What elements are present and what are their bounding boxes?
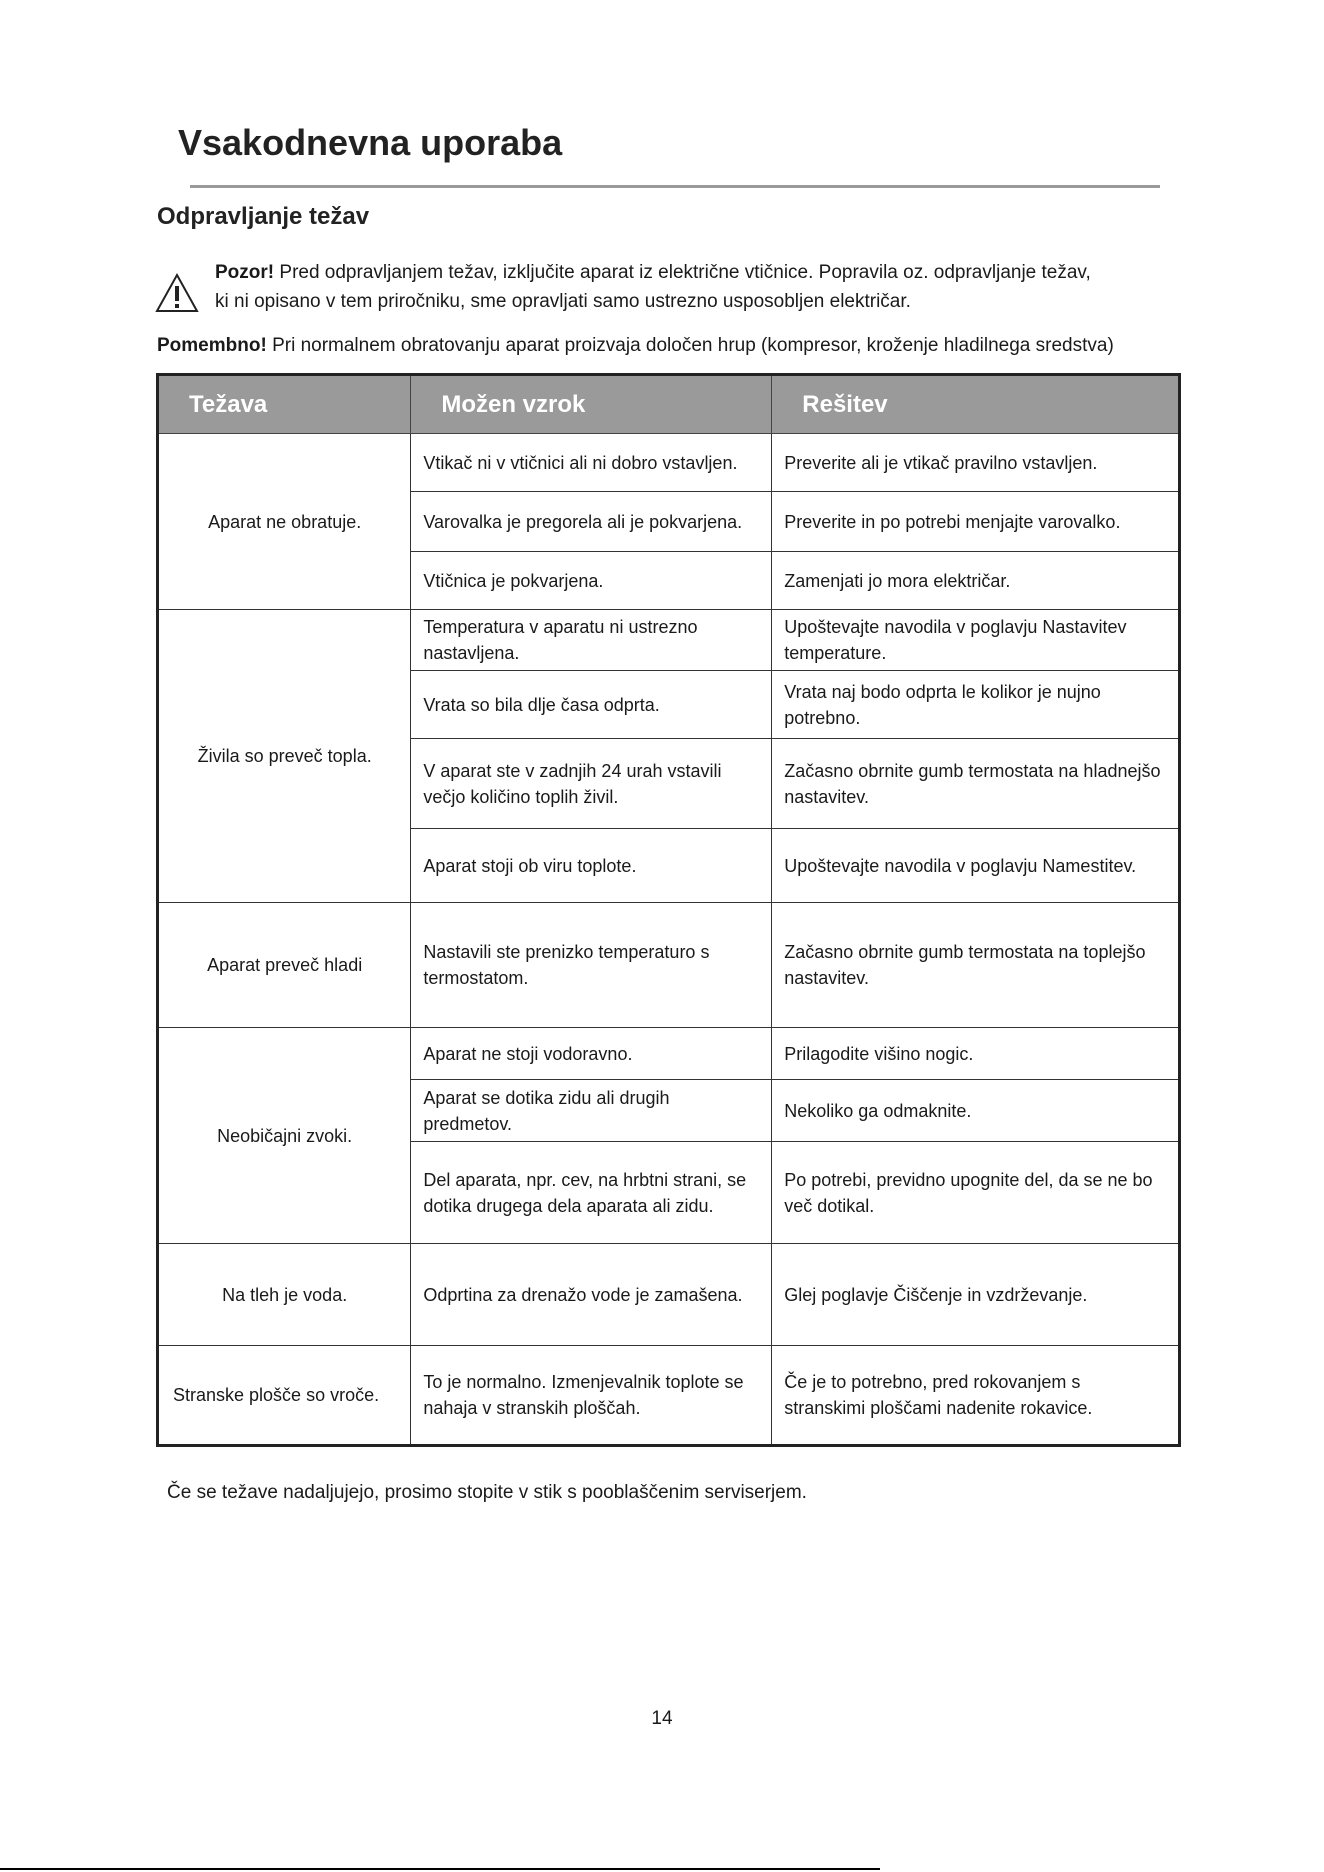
header-cause: Možen vzrok — [411, 375, 772, 434]
warning-text — [215, 258, 1225, 316]
troubleshooting-table — [156, 373, 1181, 1447]
solution-cell: Prilagodite višino nogic. — [772, 1028, 1180, 1080]
section-title: Odpravljanje težav — [157, 203, 370, 230]
bottom-divider — [0, 1868, 880, 1870]
note-label: Pomembno! — [157, 335, 267, 356]
solution-cell: Preverite in po potrebi menjajte varovalko. — [772, 492, 1180, 552]
cause-cell: Vtikač ni v vtičnici ali ni dobro vstavljen. — [411, 434, 772, 492]
cause-cell: V aparat ste v zadnjih 24 urah vstavili večjo količino toplih živil. — [411, 739, 772, 829]
solution-cell: Zamenjati jo mora električar. — [772, 552, 1180, 610]
cause-cell: Aparat ne stoji vodoravno. — [411, 1028, 772, 1080]
header-problem: Težava — [158, 375, 411, 434]
solution-cell: Začasno obrnite gumb termostata na hladnejšo nastavitev. — [772, 739, 1180, 829]
solution-cell: Glej poglavje Čiščenje in vzdrževanje. — [772, 1244, 1180, 1346]
cause-cell: Aparat stoji ob viru toplote. — [411, 829, 772, 903]
solution-cell: Preverite ali je vtikač pravilno vstavljen. — [772, 434, 1180, 492]
table-row — [158, 903, 1180, 1028]
cause-cell: To je normalno. Izmenjevalnik toplote se nahaja v stranskih ploščah. — [411, 1346, 772, 1446]
header-solution: Rešitev — [772, 375, 1180, 434]
table-header-row — [158, 375, 1180, 434]
note-text: Pri normalnem obratovanju aparat proizvaja določen hrup (kompresor, kroženje hladilnega sredstva) — [272, 335, 1114, 356]
page-number: 14 — [651, 1708, 673, 1729]
problem-cell: Na tleh je voda. — [158, 1244, 411, 1346]
cause-cell: Odprtina za drenažo vode je zamašena. — [411, 1244, 772, 1346]
cause-cell: Temperatura v aparatu ni ustrezno nastavljena. — [411, 610, 772, 671]
problem-cell: Neobičajni zvoki. — [158, 1028, 411, 1244]
cause-cell: Varovalka je pregorela ali je pokvarjena. — [411, 492, 772, 552]
cause-cell: Del aparata, npr. cev, na hrbtni strani, se dotika drugega dela aparata ali zidu. — [411, 1142, 772, 1244]
table-row — [158, 434, 1180, 492]
cause-cell: Aparat se dotika zidu ali drugih predmetov. — [411, 1080, 772, 1142]
footer-note: Če se težave nadaljujejo, prosimo stopite v stik s pooblaščenim serviserjem. — [167, 1482, 807, 1503]
table-row — [158, 1244, 1180, 1346]
solution-cell: Začasno obrnite gumb termostata na toplejšo nastavitev. — [772, 903, 1180, 1028]
problem-cell: Aparat ne obratuje. — [158, 434, 411, 610]
problem-cell: Aparat preveč hladi — [158, 903, 411, 1028]
problem-cell: Stranske plošče so vroče. — [158, 1346, 411, 1446]
warning-line-1: Pred odpravljanjem težav, izključite aparat iz električne vtičnice. Popravila oz. odpravljanje težav, — [279, 262, 1091, 283]
warning-line-2: ki ni opisano v tem priročniku, sme opravljati samo ustrezno usposobljen električar. — [215, 291, 911, 312]
solution-cell: Če je to potrebno, pred rokovanjem s stranskimi ploščami nadenite rokavice. — [772, 1346, 1180, 1446]
solution-cell: Upoštevajte navodila v poglavju Nastavitev temperature. — [772, 610, 1180, 671]
table-row — [158, 1028, 1180, 1080]
problem-cell: Živila so preveč topla. — [158, 610, 411, 903]
page-heading: Vsakodnevna uporaba — [178, 122, 563, 163]
solution-cell: Po potrebi, previdno upognite del, da se ne bo več dotikal. — [772, 1142, 1180, 1244]
warning-triangle-icon — [154, 272, 200, 314]
warning-label: Pozor! — [215, 262, 275, 283]
cause-cell: Vrata so bila dlje časa odprta. — [411, 671, 772, 739]
heading-divider — [190, 185, 1160, 188]
solution-cell: Vrata naj bodo odprta le kolikor je nujno potrebno. — [772, 671, 1180, 739]
table-row — [158, 610, 1180, 671]
solution-cell: Upoštevajte navodila v poglavju Namestitev. — [772, 829, 1180, 903]
table-row — [158, 1346, 1180, 1446]
cause-cell: Vtičnica je pokvarjena. — [411, 552, 772, 610]
solution-cell: Nekoliko ga odmaknite. — [772, 1080, 1180, 1142]
cause-cell: Nastavili ste prenizko temperaturo s termostatom. — [411, 903, 772, 1028]
important-note — [157, 335, 1277, 357]
